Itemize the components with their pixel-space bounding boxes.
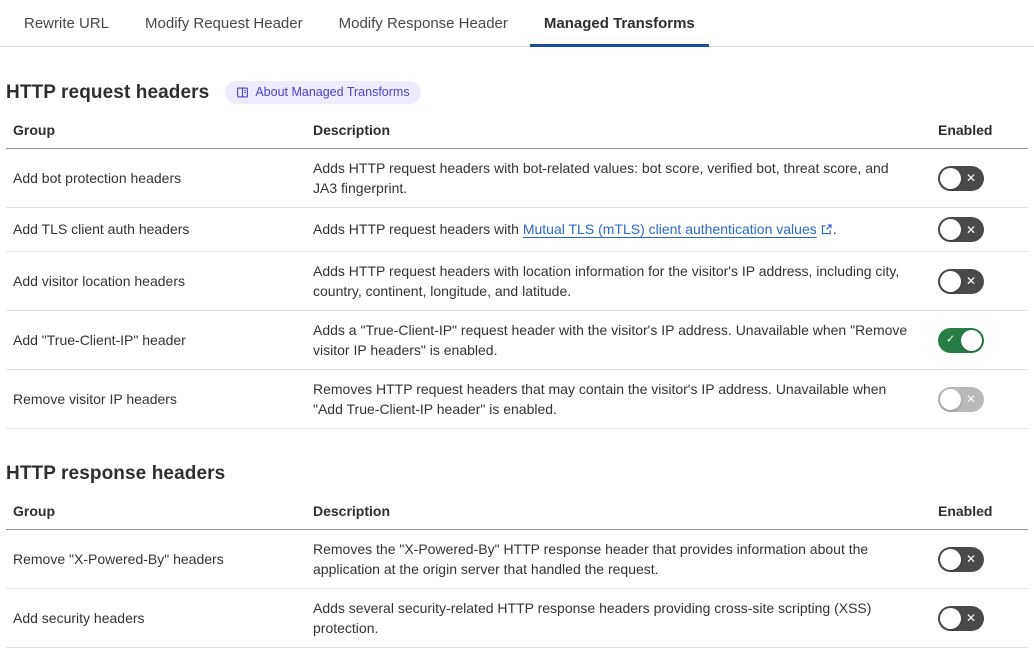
managed-transforms-panel	[0, 81, 1034, 648]
group-cell: Add security headers	[13, 609, 145, 626]
book-icon	[236, 86, 249, 99]
description-cell: Removes the "X-Powered-By" HTTP response header that provides information about the application at the origin server that handled the request.	[313, 541, 869, 577]
group-cell: Add "True-Client-IP" header	[13, 331, 186, 348]
toggle-state-icon: ✕	[965, 222, 976, 237]
column-description: Description	[313, 503, 391, 519]
group-cell: Add TLS client auth headers	[13, 221, 190, 237]
description-cell: Adds a "True-Client-IP" request header with the visitor's IP address. Unavailable when "Remove visitor IP headers" is enabled.	[313, 322, 908, 358]
toggle-state-icon: ✕	[965, 611, 976, 625]
toggle-state-icon: ✕	[965, 274, 976, 288]
description-cell: Adds HTTP request headers with location information for the visitor's IP address, including city, country, continent, longitude, and latitude.	[313, 263, 900, 299]
toggle-remove-x-powered-by-headers[interactable]	[938, 547, 984, 572]
table-body	[6, 530, 1028, 648]
description-cell: Adds HTTP request headers with bot-related values: bot score, verified bot, threat score, and JA3 fingerprint.	[313, 160, 889, 196]
group-cell: Remove "X-Powered-By" headers	[13, 550, 224, 567]
section-head	[6, 81, 1028, 104]
table-body	[6, 149, 1028, 429]
toggle-remove-visitor-ip-headers	[938, 387, 984, 412]
toggle-state-icon: ✕	[965, 552, 976, 566]
column-description: Description	[313, 122, 391, 138]
section-head	[6, 463, 1028, 485]
table-row	[6, 370, 1028, 429]
http-request-headers-section	[6, 81, 1028, 429]
http-response-headers-section	[6, 463, 1028, 648]
toggle-add-visitor-location-headers[interactable]	[938, 269, 984, 294]
toggle-knob	[961, 330, 982, 351]
description-cell: Adds several security-related HTTP response headers providing cross-site scripting (XSS) protection.	[313, 600, 872, 636]
tab-bar	[0, 0, 1034, 47]
table-row	[6, 589, 1028, 648]
description-cell: Adds HTTP request headers with Mutual TLS (mTLS) client authentication values .	[313, 219, 938, 241]
toggle-state-icon: ✕	[965, 392, 976, 406]
toggle-knob	[940, 608, 961, 629]
toggle-add-tls-client-auth-headers[interactable]	[938, 217, 984, 242]
toggle-knob	[940, 271, 961, 292]
toggle-state-icon: ✕	[965, 171, 976, 185]
group-cell: Add bot protection headers	[13, 169, 182, 186]
table-row	[6, 311, 1028, 370]
toggle-knob	[940, 168, 961, 189]
external-link-icon	[820, 221, 833, 241]
column-enabled: Enabled	[938, 122, 993, 138]
table-header	[6, 495, 1028, 530]
tab-managed-transforms[interactable]: Managed Transforms	[530, 0, 709, 47]
tab-modify-request-header[interactable]: Modify Request Header	[145, 15, 303, 32]
badge-label: About Managed Transforms	[255, 85, 410, 99]
toggle-add-security-headers[interactable]	[938, 606, 984, 631]
table-header	[6, 114, 1028, 149]
table-row	[6, 252, 1028, 311]
tab-modify-response-header[interactable]: Modify Response Header	[338, 15, 508, 32]
column-group: Group	[13, 122, 55, 138]
column-enabled: Enabled	[938, 503, 993, 519]
toggle-add-true-client-ip-header[interactable]	[938, 328, 984, 353]
column-group: Group	[13, 503, 55, 519]
doc-link-mutual-tls-mtls-client-authent[interactable]: Mutual TLS (mTLS) client authentication values	[522, 220, 817, 237]
page-title: HTTP response headers	[6, 463, 226, 484]
description-cell: Removes HTTP request headers that may contain the visitor's IP address. Unavailable when "Add True-Client-IP header" is enabled.	[313, 381, 887, 417]
toggle-state-icon: ✓	[946, 333, 956, 346]
group-cell: Add visitor location headers	[13, 272, 185, 289]
tab-rewrite-url[interactable]: Rewrite URL	[24, 15, 110, 32]
table-row	[6, 530, 1028, 589]
toggle-knob	[940, 219, 961, 240]
table-row	[6, 149, 1028, 208]
page-title: HTTP request headers	[6, 81, 210, 103]
table-row	[6, 208, 1028, 252]
toggle-knob	[940, 549, 961, 570]
group-cell: Remove visitor IP headers	[13, 390, 177, 407]
toggle-knob	[940, 389, 961, 410]
about-managed-transforms-badge[interactable]	[225, 81, 420, 104]
toggle-add-bot-protection-headers[interactable]	[938, 166, 984, 191]
